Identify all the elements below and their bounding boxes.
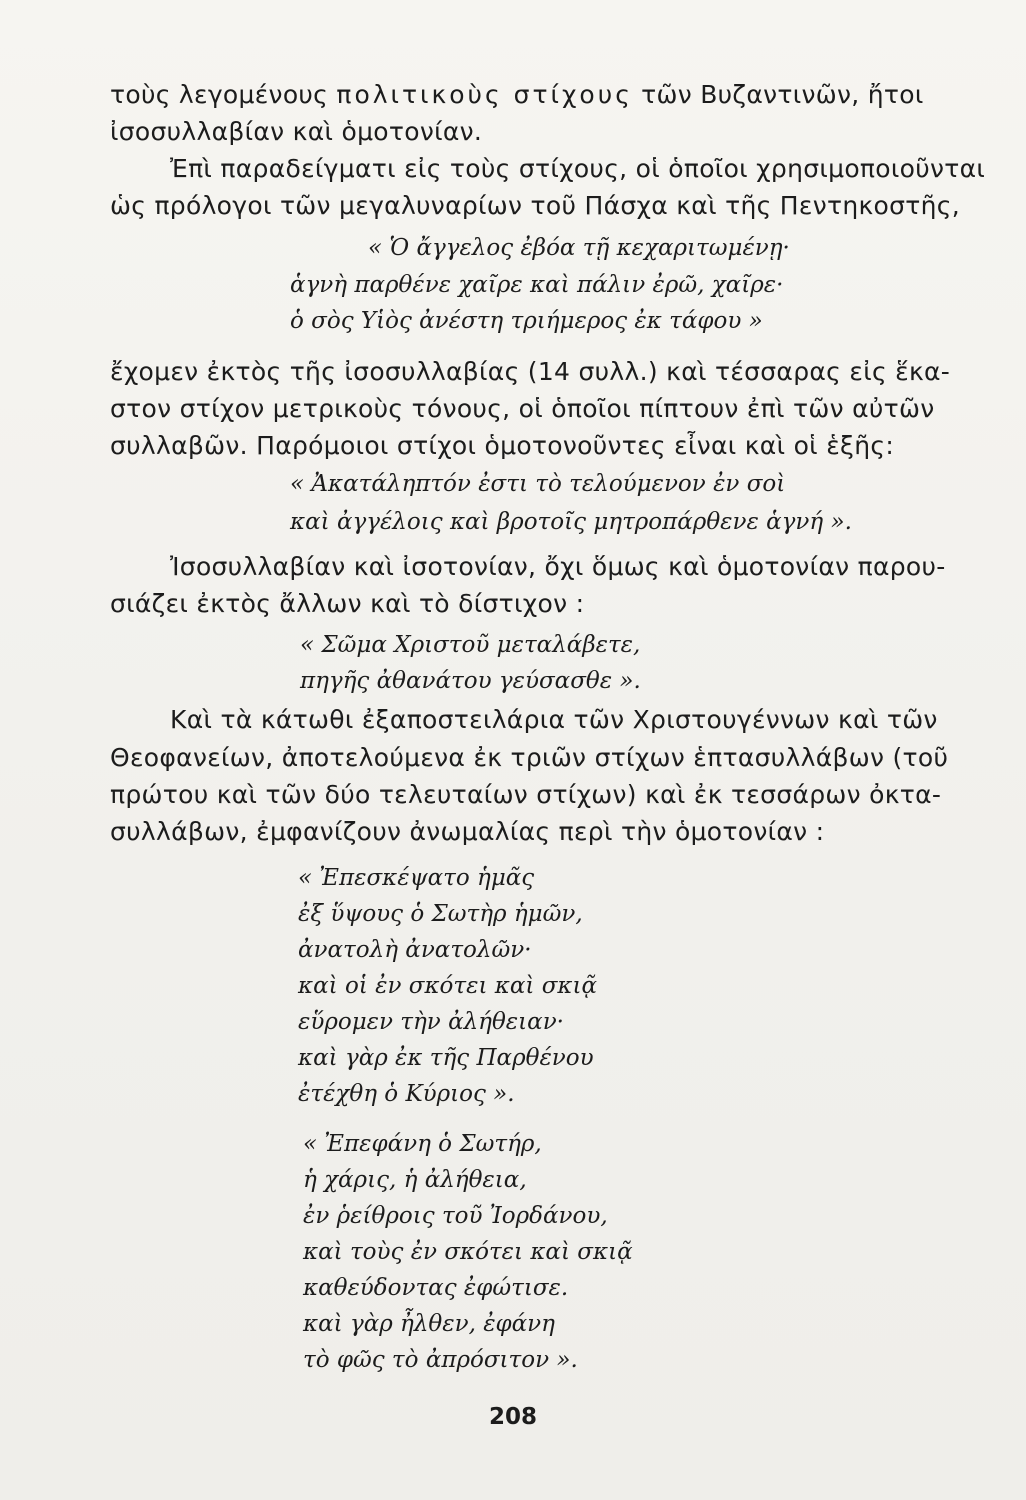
body-text: τοὺς λεγομένους <box>110 80 337 109</box>
verse-line: καὶ γὰρ ἦλθεν, ἐφάνη <box>303 1311 555 1337</box>
body-text: τῶν Βυζαντινῶν, ἤτοι <box>632 80 924 109</box>
verse-line: ὁ σὸς Υἱὸς ἀνέστη τριήμερος ἐκ τάφου » <box>290 308 763 334</box>
verse-line: ἐτέχθη ὁ Κύριος ». <box>298 1081 515 1107</box>
paragraph-start-line: Ἰσοσυλλαβίαν καὶ ἰσοτονίαν, ὄχι ὅμως καὶ ὁμοτονίαν παρου- <box>170 552 946 581</box>
verse-line: « Ἀκατάληπτόν ἐστι τὸ τελούμενον ἐν σοὶ <box>290 471 786 497</box>
verse-line: καὶ οἱ ἐν σκότει καὶ σκιᾷ <box>298 973 598 999</box>
verse-line: « Σῶμα Χριστοῦ μεταλάβετε, <box>300 632 641 658</box>
verse-line: ἐν ῥείθροις τοῦ Ἰορδάνου, <box>303 1203 608 1229</box>
body-line: πρώτου καὶ τῶν δύο τελευταίων στίχων) καὶ ἐκ τεσσάρων ὀκτα- <box>110 780 942 809</box>
verse-line: ἁγνὴ παρθένε χαῖρε καὶ πάλιν ἐρῶ, χαῖρε· <box>290 272 784 298</box>
verse-line: καθεύδοντας ἐφώτισε. <box>303 1275 569 1301</box>
paragraph-start-line: Καὶ τὰ κάτωθι ἐξαποστειλάρια τῶν Χριστουγέννων καὶ τῶν <box>170 705 938 734</box>
verse-line: ἡ χάρις, ἡ ἀλήθεια, <box>303 1167 527 1193</box>
verse-line: ἐξ ὕψους ὁ Σωτὴρ ἡμῶν, <box>298 901 583 927</box>
verse-line: καὶ τοὺς ἐν σκότει καὶ σκιᾷ <box>303 1239 633 1265</box>
verse-line: « Ἐπεσκέψατο ἡμᾶς <box>298 865 535 891</box>
paragraph-start-line: Ἐπὶ παραδείγματι εἰς τοὺς στίχους, οἱ ὁποῖοι χρησιμοποιοῦνται <box>170 154 986 183</box>
spaced-emphasis-text: πολιτικοὺς στίχους <box>336 80 633 109</box>
verse-line: τὸ φῶς τὸ ἀπρόσιτον ». <box>303 1347 578 1373</box>
body-line <box>110 80 924 110</box>
body-line: σιάζει ἐκτὸς ἄλλων καὶ τὸ δίστιχον : <box>110 589 585 618</box>
verse-line: πηγῆς ἀθανάτου γεύσασθε ». <box>300 668 641 694</box>
body-line: ἔχομεν ἐκτὸς τῆς ἰσοσυλλαβίας (14 συλλ.) καὶ τέσσαρας εἰς ἕκα- <box>110 357 951 386</box>
body-line: ὡς πρόλογοι τῶν μεγαλυναρίων τοῦ Πάσχα καὶ τῆς Πεντηκοστῆς, <box>110 191 960 220</box>
verse-line: « Ὁ ἄγγελος ἐβόα τῇ κεχαριτωμένῃ· <box>368 235 790 261</box>
verse-line: καὶ γὰρ ἐκ τῆς Παρθένου <box>298 1045 594 1071</box>
body-line: ἰσοσυλλαβίαν καὶ ὁμοτονίαν. <box>110 117 483 146</box>
body-line: συλλάβων, ἐμφανίζουν ἀνωμαλίας περὶ τὴν ὁμοτονίαν : <box>110 817 825 846</box>
verse-line: ἀνατολὴ ἀνατολῶν· <box>298 937 532 963</box>
verse-line: καὶ ἀγγέλοις καὶ βροτοῖς μητροπάρθενε ἁγνή ». <box>290 509 852 535</box>
page-number: 208 <box>488 1404 537 1430</box>
verse-line: « Ἐπεφάνη ὁ Σωτήρ, <box>303 1131 542 1157</box>
body-line: Θεοφανείων, ἀποτελούμενα ἐκ τριῶν στίχων ἑπτασυλλάβων (τοῦ <box>110 743 949 772</box>
verse-line: εὕρομεν τὴν ἀλήθειαν· <box>298 1009 564 1035</box>
body-line: συλλαβῶν. Παρόμοιοι στίχοι ὁμοτονοῦντες εἶναι καὶ οἱ ἑξῆς: <box>110 431 895 460</box>
body-line: στον στίχον μετρικοὺς τόνους, οἱ ὁποῖοι πίπτουν ἐπὶ τῶν αὐτῶν <box>110 394 935 423</box>
